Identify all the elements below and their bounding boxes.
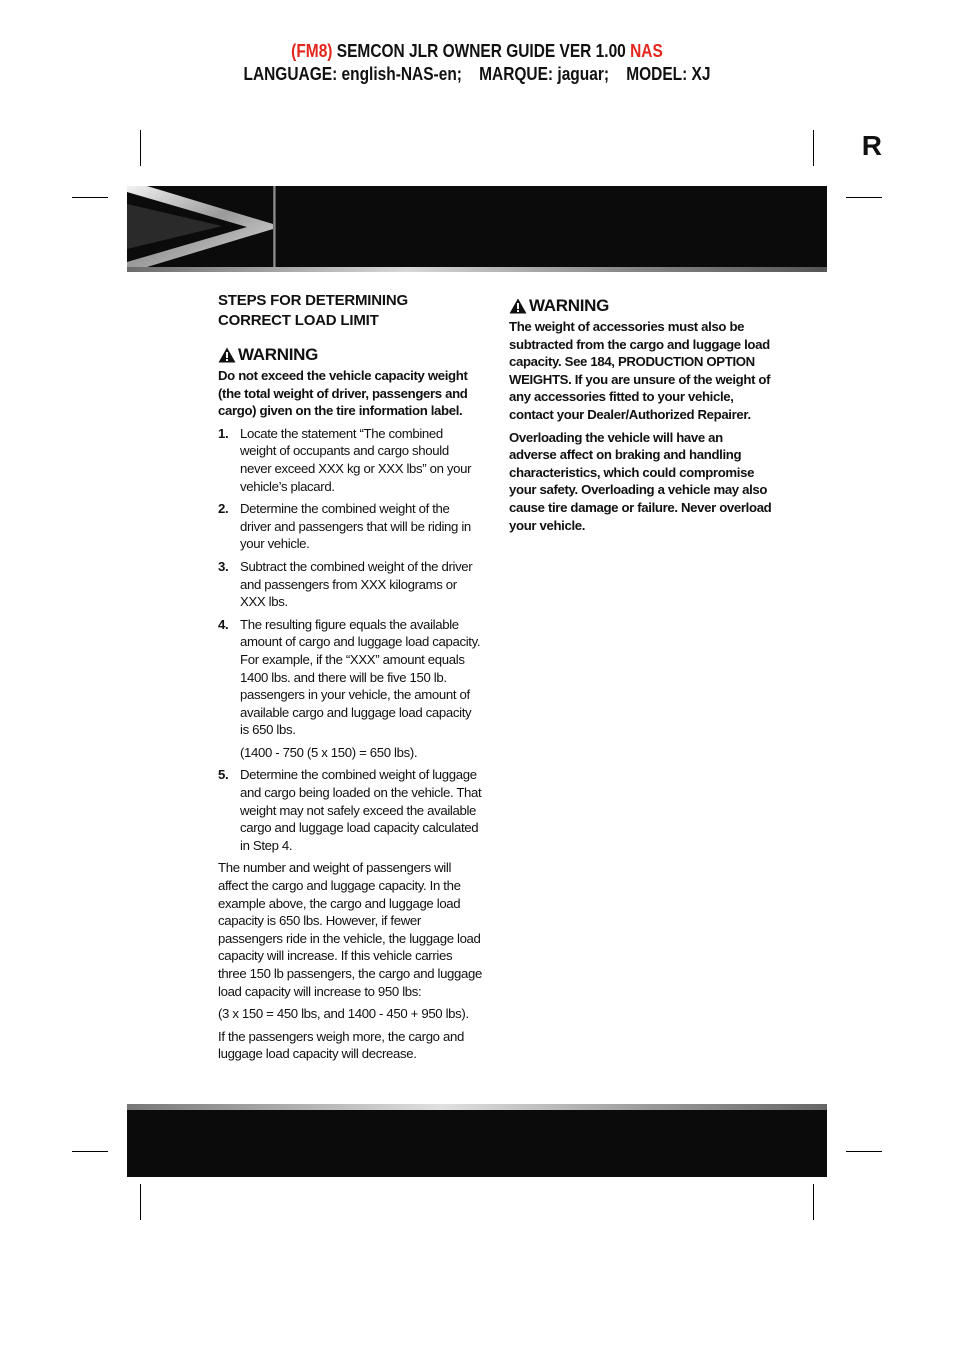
step-number: 5. <box>218 767 229 783</box>
step-text: Locate the statement “The combined weight of occupants and cargo should never exceed XXX kg or XXX lbs” on your vehicle’s placard. <box>240 425 472 494</box>
step-4-formula: (1400 - 750 (5 x 150) = 650 lbs). <box>240 744 418 760</box>
print-header-line-1 <box>67 41 887 62</box>
page-marker: R <box>861 130 882 161</box>
body-paragraph: If the passengers weigh more, the cargo and luggage load capacity will decrease. <box>218 1028 464 1062</box>
left-column <box>218 291 482 1068</box>
step-text: Determine the combined weight of the driver and passengers that will be riding in your vehicle. <box>240 501 471 552</box>
warning-triangle-icon <box>509 298 527 314</box>
steps-list-continued <box>218 766 482 854</box>
section-heading: STEPS FOR DETERMINING CORRECT LOAD LIMIT <box>218 292 408 329</box>
chevron-graphic <box>127 186 273 267</box>
step-number: 3. <box>218 558 229 574</box>
step-number: 2. <box>218 501 229 517</box>
footer-banner <box>127 1104 827 1177</box>
header-guide-title: SEMCON JLR OWNER GUIDE VER 1.00 <box>336 41 626 61</box>
body-paragraph: The number and weight of passengers will affect the cargo and luggage capacity. In the example above, the cargo and luggage load capacity is 650 lbs. However, if fewer passengers ride in the vehicle, the luggage load capacity will increase. If this vehicle carries three 150 lb passengers, the cargo and luggage load capacity will increase to 950 lbs: <box>218 860 482 999</box>
step-number: 4. <box>218 616 229 632</box>
warning-text: Overloading the vehicle will have an adverse affect on braking and handling characteristics, which could compromise your safety. Overloading a vehicle may also cause tire damage or failure. Never overload your vehicle. <box>509 429 772 533</box>
step-text: The resulting figure equals the available amount of cargo and luggage load capacity. For example, if the “XXX” amount equals 1400 lbs. and there will be five 150 lb. passengers in your vehicle, the amount of available cargo and luggage load capacity is 650 lbs. <box>240 616 481 738</box>
print-header-line-2: LANGUAGE: english-NAS-en; MARQUE: jaguar; MODEL: XJ <box>243 64 711 84</box>
list-item <box>218 766 482 854</box>
section-title: Tires <box>846 224 899 249</box>
right-column <box>509 296 773 539</box>
header-market-code: NAS <box>630 41 663 61</box>
banner-divider <box>273 186 276 267</box>
section-banner <box>127 186 827 272</box>
crop-mark <box>72 1151 108 1152</box>
warning-header <box>218 345 482 365</box>
list-item <box>218 616 482 739</box>
warning-text: The weight of accessories must also be subtracted from the cargo and luggage load capacity. See 184, PRODUCTION OPTION WEIGHTS. If you are unsure of the weight of any accessories fitted to your vehicle, contact your Dealer/Authorized Repairer. <box>509 319 771 422</box>
crop-mark <box>846 197 882 198</box>
list-item <box>218 500 482 553</box>
list-item <box>218 558 482 611</box>
crop-mark <box>813 130 814 166</box>
crop-mark <box>813 1184 814 1220</box>
header-fm-code: (FM8) <box>291 41 333 61</box>
warning-label: WARNING <box>238 345 319 364</box>
page-number: 185 <box>877 1121 899 1136</box>
list-item <box>218 425 482 495</box>
step-text: Determine the combined weight of luggage and cargo being loaded on the vehicle. That weight may not safely exceed the available cargo and luggage load capacity calculated in Step 4. <box>240 767 482 853</box>
warning-header <box>509 296 773 316</box>
warning-text: Do not exceed the vehicle capacity weight (the total weight of driver, passengers and cargo) given on the tire information label. <box>218 368 468 419</box>
step-number: 1. <box>218 425 229 441</box>
steps-list <box>218 425 482 739</box>
crop-mark <box>140 1184 141 1220</box>
crop-mark <box>846 1151 882 1152</box>
warning-triangle-icon <box>218 347 236 363</box>
step-text: Subtract the combined weight of the driver and passengers from XXX kilograms or XXX lbs. <box>240 558 473 610</box>
warning-label: WARNING <box>529 296 610 315</box>
formula-paragraph: (3 x 150 = 450 lbs, and 1400 - 450 + 950 lbs). <box>218 1006 469 1022</box>
crop-mark <box>72 197 108 198</box>
crop-mark <box>140 130 141 166</box>
